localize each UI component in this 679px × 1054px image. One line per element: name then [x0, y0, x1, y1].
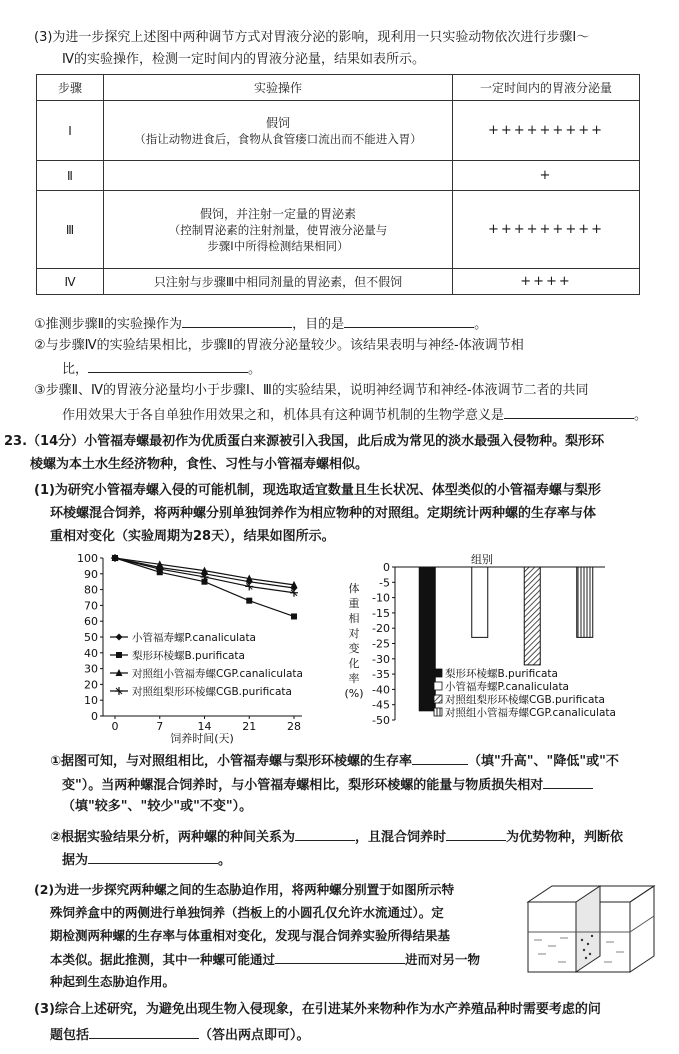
y-tick-label: -25 — [372, 637, 390, 651]
step-cell: Ⅱ — [37, 161, 104, 191]
answer-blank[interactable] — [543, 776, 593, 789]
experiment-table — [36, 74, 640, 295]
question-23-1-b — [50, 828, 623, 846]
result-cell: ++++ — [453, 269, 640, 295]
y-tick-label: -5 — [379, 576, 390, 590]
question-text: 变"）。当两种螺混合饲养时，与小管福寿螺相比，梨形环棱螺的能量与物质损失相对 — [62, 778, 544, 793]
question-23-1-a-cont — [62, 776, 593, 794]
y-tick-label: -10 — [372, 591, 390, 605]
legend-label: 对照组小管福寿螺CGP.canaliculata — [132, 668, 303, 680]
question-3-1 — [34, 315, 487, 333]
question-23-2-line-3: 期检测两种螺的生存率与体重相对变化，发现与混合饲养实验所得结果基 — [50, 928, 451, 943]
question-text: ，目的是 — [292, 317, 345, 332]
y-tick-label: -50 — [372, 714, 390, 727]
data-point — [291, 613, 297, 619]
y-tick-label: 0 — [91, 710, 98, 723]
answer-blank[interactable] — [295, 828, 355, 841]
answer-blank[interactable] — [88, 360, 248, 373]
question-text: 进而对另一物 — [405, 952, 481, 967]
answer-blank[interactable] — [412, 752, 468, 765]
operation-line: （指让动物进食后，食物从食管瘘口流出而不能进入胃） — [134, 132, 422, 146]
operation-cell: 只注射与步骤Ⅲ中相同剂量的胃泌素，但不假饲 — [104, 269, 453, 295]
question-23-3-line-1: (3)综合上述研究，为避免出现生物入侵现象，在引进某外来物种作为水产养殖品种时需要考虑的问 — [34, 1002, 601, 1017]
legend-swatch — [434, 695, 442, 703]
answer-blank[interactable] — [344, 315, 474, 328]
question-23-2-line-1: (2)为进一步探究两种螺之间的生态胁迫作用，将两种螺分别置于如图所示特 — [34, 882, 455, 897]
question-text: ，且混合饲养时 — [355, 830, 447, 845]
y-tick-label: 40 — [84, 646, 98, 660]
y-label-char: 相 — [348, 612, 360, 625]
result-cell: + — [453, 161, 640, 191]
y-tick-label: 10 — [84, 694, 98, 708]
y-tick-label: 20 — [84, 678, 98, 692]
table-row — [37, 161, 640, 191]
header-operation: 实验操作 — [104, 75, 453, 101]
question-23-1-b-cont — [62, 851, 231, 869]
x-tick-label: 14 — [197, 720, 212, 733]
y-tick-label: 80 — [84, 583, 98, 597]
question-23-line-2: 棱螺为本土水生经济物种，食性、习性与小管福寿螺相似。 — [30, 457, 369, 472]
operation-cell — [104, 161, 453, 191]
question-23-p1-line-1: (1)为研究小管福寿螺入侵的可能机制，现选取适宜数量且生长状况、体型类似的小管福寿螺与梨形 — [34, 483, 601, 498]
question-3-2: ②与步骤Ⅳ的实验结果相比，步骤Ⅱ的胃液分泌量较少。该结果表明与神经-体液调节相 — [34, 338, 524, 353]
operation-cell — [104, 191, 453, 269]
question-23-2-line-4 — [50, 951, 480, 968]
table-row — [37, 191, 640, 269]
y-tick-label: -30 — [372, 652, 390, 666]
data-point — [246, 598, 252, 604]
legend-label: 小管福寿螺P.canaliculata — [132, 632, 256, 644]
y-tick-label: 90 — [84, 567, 98, 581]
answer-blank[interactable] — [88, 851, 218, 864]
answer-blank[interactable] — [182, 315, 292, 328]
y-label-char: 变 — [348, 642, 360, 655]
step-cell: Ⅳ — [37, 269, 104, 295]
bar — [472, 567, 488, 637]
y-label-char: 体 — [348, 582, 360, 595]
partition-board — [576, 886, 600, 972]
question-23-2-line-2: 殊饲养盒中的两侧进行单独饲养（挡板上的小圆孔仅允许水流通过）。定 — [50, 905, 444, 920]
question-text: ②根据实验结果分析，两种螺的种间关系为 — [50, 830, 296, 845]
question-text: 。 — [474, 317, 488, 332]
x-tick-label: 7 — [156, 720, 164, 733]
question-3-2-cont — [62, 360, 261, 378]
legend-label: 对照组梨形环棱螺CGB.purificata — [445, 694, 605, 706]
question-text: 为优势物种，判断依 — [506, 830, 624, 845]
bar — [419, 567, 435, 711]
weight-change-chart — [340, 552, 660, 737]
feeding-box-diagram — [520, 882, 660, 977]
question-text: ①据图可知，与对照组相比，小管福寿螺与梨形环棱螺的生存率 — [50, 754, 413, 769]
legend-label: 对照组小管福寿螺CGP.canaliculata — [445, 707, 616, 719]
result-cell: +++++++++ — [453, 191, 640, 269]
question-text: ①推测步骤Ⅱ的实验操作为 — [34, 317, 183, 332]
question-23-1-a-end: （填"较多"、"较少"或"不变"）。 — [62, 799, 253, 814]
step-cell: Ⅰ — [37, 101, 104, 161]
operation-line: 步骤Ⅰ中所得检测结果相同） — [207, 239, 349, 253]
operation-cell — [104, 101, 453, 161]
step-cell: Ⅲ — [37, 191, 104, 269]
question-text: 题包括 — [50, 1028, 90, 1043]
question-23-p1-line-2: 环棱螺混合饲养，将两种螺分别单独饲养作为相应物种的对照组。定期统计两种螺的生存率与体 — [50, 506, 597, 521]
question-text: 作用效果大于各自单独作用效果之和，机体具有这种调节机制的生物学意义是 — [62, 408, 505, 423]
result-cell: +++++++++ — [453, 101, 640, 161]
header-step: 步骤 — [37, 75, 104, 101]
operation-line: 假饲，并注射一定量的胃泌素 — [199, 207, 356, 221]
question-text: 比， — [62, 362, 89, 377]
y-tick-label: 30 — [84, 662, 98, 676]
data-point — [116, 652, 122, 658]
bar — [524, 567, 540, 665]
answer-blank[interactable] — [446, 828, 506, 841]
y-label-char: (%) — [344, 687, 364, 700]
y-tick-label: -40 — [372, 683, 390, 697]
question-23-line-1: 23.（14分）小管福寿螺最初作为优质蛋白来源被引入我国，此后成为常见的淡水最强入侵物种。梨形环 — [4, 434, 605, 449]
operation-line: 假饲 — [265, 116, 290, 130]
y-tick-label: 100 — [77, 552, 98, 565]
y-label-char: 化 — [348, 657, 360, 670]
legend-swatch — [434, 682, 442, 690]
y-axis-label — [344, 581, 363, 700]
question-text: 。 — [248, 362, 262, 377]
legend-swatch — [434, 669, 442, 677]
intro-line-2: Ⅳ的实验操作，检测一定时间内的胃液分泌量，结果如表所示。 — [62, 52, 425, 67]
legend-label: 对照组梨形环棱螺CGB.purificata — [132, 686, 292, 698]
survival-rate-chart — [40, 552, 340, 747]
legend-label: 梨形环棱螺B.purificata — [132, 650, 245, 662]
question-3-3: ③步骤Ⅱ、Ⅳ的胃液分泌量均小于步骤Ⅰ、Ⅲ的实验结果，说明神经调节和神经-体液调节二者的共同 — [34, 383, 589, 398]
y-label-char: 对 — [348, 627, 360, 640]
question-text: （填"升高"、"降低"或"不 — [468, 754, 619, 769]
answer-blank[interactable] — [89, 1026, 199, 1039]
question-text: 。 — [218, 853, 232, 868]
answer-blank[interactable] — [275, 951, 405, 964]
header-result: 一定时间内的胃液分泌量 — [453, 75, 640, 101]
y-tick-label: 50 — [84, 631, 98, 644]
table-row — [37, 101, 640, 161]
table-row — [37, 269, 640, 295]
question-text: （答出两点即可）。 — [199, 1028, 310, 1043]
operation-line: （控制胃泌素的注射剂量，使胃液分泌量与 — [168, 223, 388, 237]
y-tick-label: 0 — [383, 561, 390, 574]
y-tick-label: -20 — [372, 622, 390, 636]
chart-title: 组别 — [471, 553, 493, 566]
legend-label: 小管福寿螺P.canaliculata — [445, 681, 569, 693]
question-23-1-a — [50, 752, 619, 770]
x-tick-label: 28 — [287, 720, 301, 733]
question-text: 。 — [634, 408, 648, 423]
question-23-p1-line-3: 重相对变化（实验周期为28天），结果如图所示。 — [50, 529, 335, 544]
y-tick-label: -45 — [372, 698, 390, 712]
x-tick-label: 21 — [242, 720, 257, 733]
intro-line-1: (3)为进一步探究上述图中两种调节方式对胃液分泌的影响，现利用一只实验动物依次进行步骤Ⅰ～ — [34, 30, 590, 45]
question-text: 据为 — [62, 853, 89, 868]
bar — [577, 567, 593, 637]
x-axis-label: 饲养时间(天) — [170, 732, 234, 745]
y-tick-label: -15 — [372, 606, 390, 620]
question-23-3-line-2 — [50, 1026, 310, 1044]
data-point — [116, 634, 123, 641]
y-label-char: 率 — [348, 672, 360, 685]
y-tick-label: 60 — [84, 615, 98, 629]
question-3-3-cont — [62, 406, 647, 424]
legend-swatch — [434, 708, 442, 716]
legend-label: 梨形环棱螺B.purificata — [445, 668, 558, 680]
question-text: 本类似。据此推测，其中一种螺可能通过 — [50, 952, 276, 967]
y-label-char: 重 — [348, 597, 360, 610]
y-tick-label: 70 — [84, 599, 98, 613]
y-tick-label: -35 — [372, 668, 390, 682]
answer-blank[interactable] — [504, 406, 634, 419]
question-23-2-line-5: 种起到生态胁迫作用。 — [50, 974, 176, 989]
x-tick-label: 0 — [111, 720, 119, 733]
